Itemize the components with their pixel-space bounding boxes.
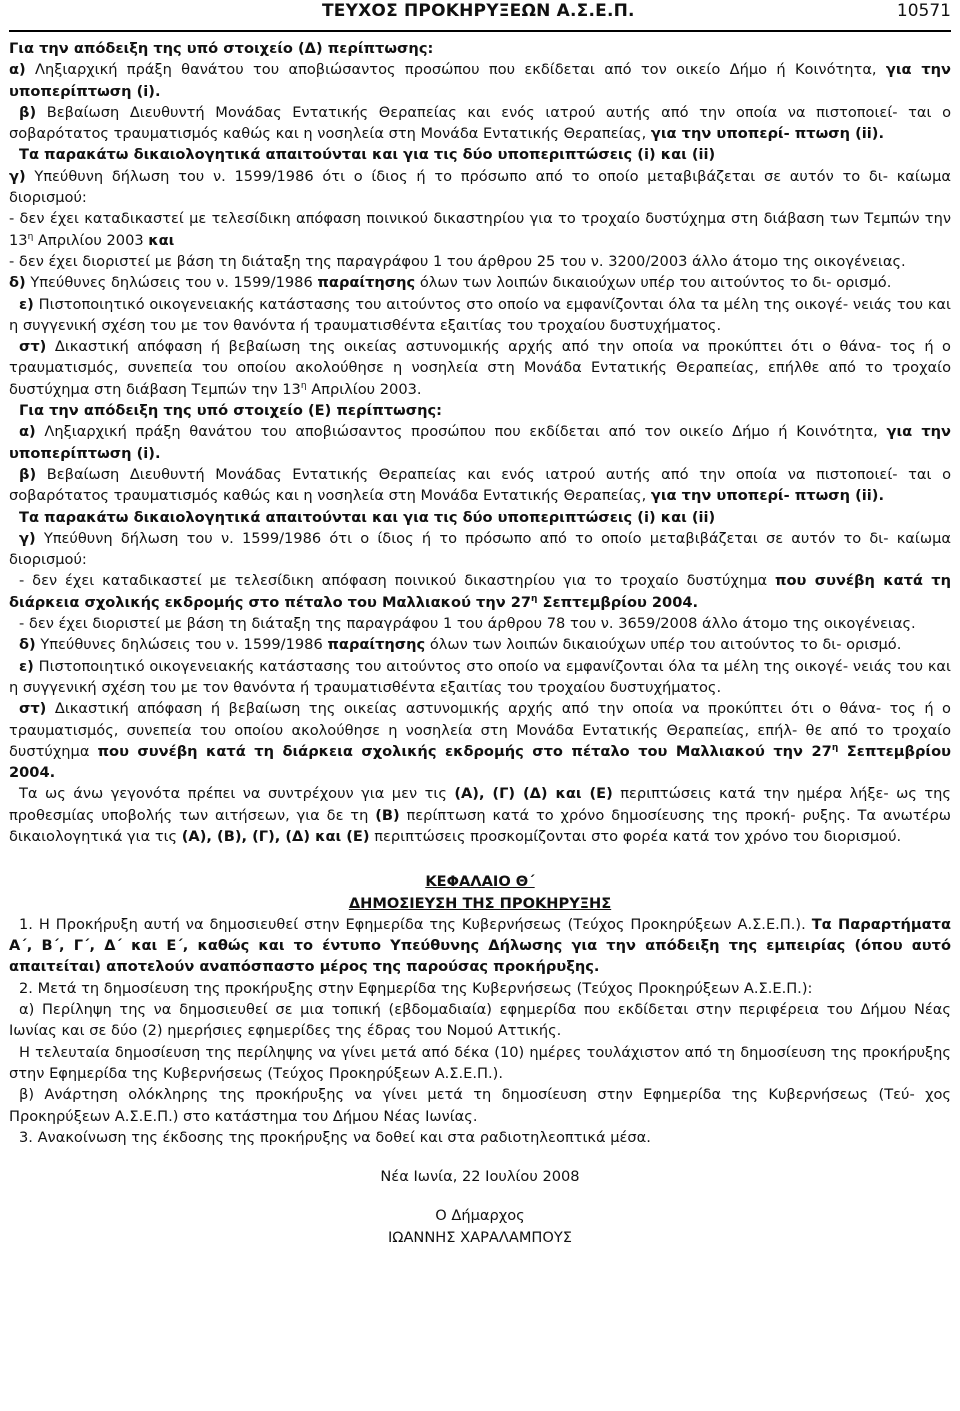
issue-title: ΤΕΥΧΟΣ ΠΡΟΚΗΡΥΞΕΩΝ Α.Σ.Ε.Π.	[322, 1, 635, 21]
spacer	[9, 1187, 951, 1205]
e-item-c-dash1: - δεν έχει καταδικαστεί με τελεσίδικη απόφαση ποινικού δικαστηρίου για το τροχαίο δυστύχημα που συνέβη κατά τη διάρκεια σχολικής εκδρομής στο πέταλο του Μαλλιακού την $27^\eta$ Σεπτεμβρίου 2004.	[9, 572, 951, 611]
e-both-heading: Τα παρακάτω δικαιολογητικά απαιτούνται και για τις δύο υποπεριπτώσεις (i) και (ii)	[19, 508, 716, 526]
e-item-d: δ) Υπεύθυνες δηλώσεις του ν. 1599/1986 παραίτησης όλων των λοιπών δικαιούχων υπέρ του αιτούντος το δι- ορισμό.	[19, 636, 902, 654]
d-item-c-dash1: - δεν έχει καταδικαστεί με τελεσίδικη απόφαση ποινικού δικαστηρίου για το τροχαίο δυστύχημα στη διάβαση των Τεμπών την $13^\eta$ Απριλίου 2003 και	[9, 210, 951, 249]
chapter-subtitle: ΔΗΜΟΣΙΕΥΣΗ ΤΗΣ ΠΡΟΚΗΡΥΞΗΣ	[348, 894, 612, 912]
publication-item-2a: α) Περίληψη της να δημοσιευθεί σε μια τοπική (εβδομαδιαία) εφημερίδα που εκδίδεται στην περιφέρεια του Δήμου Νέας Ιωνίας και σε δύο (2) ημερήσιες εφημερίδες της έδρας του Νομού Αττικής.	[9, 1001, 951, 1040]
d-item-c-dash2: - δεν έχει διοριστεί με βάση τη διάταξη της παραγράφου 1 του άρθρου 25 του ν. 3200/2003 άλλο άτομο της οικογένειας.	[9, 252, 906, 270]
publication-item-2b: β) Ανάρτηση ολόκληρης της προκήρυξης να γίνει μετά τη δημοσίευση στην Εφημερίδα της Κυβερνήσεως (Τεύ- χος Προκηρύξεων Α.Σ.Ε.Π.) στο κατάστημα του Δήμου Νέας Ιωνίας.	[9, 1086, 951, 1125]
publication-item-2: 2. Μετά τη δημοσίευση της προκήρυξης στην Εφημερίδα της Κυβερνήσεως (Τεύχος Προκηρύξεων Α.Σ.Ε.Π.):	[19, 979, 813, 997]
section-d-heading: Για την απόδειξη της υπό στοιχείο (Δ) περίπτωσης:	[9, 40, 434, 57]
signature-place-date: Νέα Ιωνία, 22 Ιουλίου 2008	[380, 1168, 580, 1186]
e-item-c: γ) Υπεύθυνη δήλωση του ν. 1599/1986 ότι ο ίδιος ή το πρόσωπο από το οποίο μεταβιβάζεται σε αυτόν το δι- καίωμα διορισμού:	[9, 529, 951, 569]
d-item-c: γ) Υπεύθυνη δήλωση του ν. 1599/1986 ότι ο ίδιος ή το πρόσωπο από το οποίο μεταβιβάζεται σε αυτόν το δι- καίωμα διορισμού:	[9, 167, 951, 207]
d-item-d: δ) Υπεύθυνες δηλώσεις του ν. 1599/1986 παραίτησης όλων των λοιπών δικαιούχων υπέρ του αιτούντος το δι- ορισμό.	[9, 274, 892, 292]
publication-item-3: 3. Ανακοίνωση της έκδοσης της προκήρυξης να δοθεί και στα ραδιοτηλεοπτικά μέσα.	[19, 1128, 651, 1146]
spacer	[9, 847, 951, 871]
e-item-b: β) Βεβαίωση Διευθυντή Μονάδας Εντατικής Θεραπείας και ενός ιατρού αυτής από την οποία να πιστοποιεί- ται ο σοβαρότατος τραυματισμός καθώς και η νοσηλεία στη Μονάδα Εντατικής Θεραπείας, για την υποπερί- πτωση (ii).	[9, 465, 951, 505]
signature-role: Ο Δήμαρχος	[435, 1207, 525, 1225]
e-item-e: ε) Πιστοποιητικό οικογενειακής κατάστασης του αιτούντος στο οποίο να εμφανίζονται όλα τα μέλη της οικογέ- νειάς του και η συγγενική σχέση του με τον θανόντα ή τραυματισθέντα εξαιτίας του τροχαίου δυστυχήματος.	[9, 657, 951, 696]
page-header	[9, 0, 951, 32]
e-item-st: στ) Δικαστική απόφαση ή βεβαίωση της οικείας αστυνομικής αρχής από την οποία να προκύπτει ότι ο θάνα- τος ή ο τραυματισμός, συνεπεία του οποίου ακολούθησε η νοσηλεία στη Μονάδα Εντατικής Θεραπείας, επήλ- θε από το τροχαίο δυστύχημα που συνέβη κατά τη διάρκεια σχολικής εκδρομής στο πέταλο του Μαλλιακού την $27^\eta$ Σεπτεμβρίου 2004.	[9, 700, 952, 782]
d-item-b: β) Βεβαίωση Διευθυντή Μονάδας Εντατικής Θεραπείας και ενός ιατρού αυτής από την οποία να πιστοποιεί- ται ο σοβαρότατος τραυματισμός καθώς και η νοσηλεία στη Μονάδα Εντατικής Θεραπείας, για την υποπερί- πτωση (ii).	[9, 103, 951, 143]
document-body	[9, 38, 951, 1248]
publication-item-2a-note: Η τελευταία δημοσίευση της περίληψης να γίνει μετά από δέκα (10) ημέρες τουλάχιστον από τη δημοσίευση της προκήρυξης στην Εφημερίδα της Κυβερνήσεως (Τεύχος Προκηρύξεων Α.Σ.Ε.Π.).	[9, 1043, 951, 1082]
d-item-e: ε) Πιστοποιητικό οικογενειακής κατάστασης του αιτούντος στο οποίο να εμφανίζονται όλα τα μέλη της οικογέ- νειάς του και η συγγενική σχέση του με τον θανόντα ή τραυματισθέντα εξαιτίας του τροχαίου δυστυχήματος.	[9, 295, 951, 334]
e-item-a: α) Ληξιαρχική πράξη θανάτου του αποβιώσαντος προσώπου που εκδίδεται από τον οικείο Δήμο ή Κοινότητα, για την υποπερίπτωση (i).	[9, 423, 951, 462]
d-item-a: α) Ληξιαρχική πράξη θανάτου του αποβιώσαντος προσώπου που εκδίδεται από τον οικείο Δήμο ή Κοινότητα, για την υποπερίπτωση (i).	[9, 61, 951, 100]
publication-item-1: 1. Η Προκήρυξη αυτή να δημοσιευθεί στην Εφημερίδα της Κυβερνήσεως (Τεύχος Προκηρύξεων Α.Σ.Ε.Π.). Τα Παραρτήματα Α΄, Β΄, Γ΄, Δ΄ και Ε΄, καθώς και το έντυπο Υπεύθυνης Δήλωσης για την απόδειξη της εμπειρίας (όπου αυτό απαιτείται) αποτελούν αναπόσπαστο μέρος της παρούσας προκήρυξης.	[9, 915, 951, 976]
signature-name: ΙΩΑΝΝΗΣ ΧΑΡΑΛΑΜΠΟΥΣ	[387, 1228, 573, 1246]
closing-paragraph: Τα ως άνω γεγονότα πρέπει να συντρέχουν για μεν τις (Α), (Γ) (Δ) και (Ε) περιπτώσεις κατά την ημέρα λήξε- ως της προθεσμίας υποβολής των αιτήσεων, για δε τη (Β) περίπτωση κατά το χρόνο δημοσίευσης της προκή- ρυξης. Τα ανωτέρω δικαιολογητικά για τις (Α), (Β), (Γ), (Δ) και (Ε) περιπτώσεις προσκομίζονται στο φορέα κατά τον χρόνο του διορισμού.	[9, 785, 952, 845]
section-e-heading: Για την απόδειξη της υπό στοιχείο (Ε) περίπτωσης:	[19, 402, 442, 420]
chapter-title: ΚΕΦΑΛΑΙΟ Θ΄	[425, 873, 535, 891]
page-number: 10571	[896, 1, 951, 21]
spacer	[9, 1148, 951, 1166]
d-both-heading: Τα παρακάτω δικαιολογητικά απαιτούνται και για τις δύο υποπεριπτώσεις (i) και (ii)	[19, 146, 716, 164]
d-item-st: στ) Δικαστική απόφαση ή βεβαίωση της οικείας αστυνομικής αρχής από την οποία να προκύπτει ότι ο θάνα- τος ή ο τραυματισμός, συνεπεία του οποίου ακολούθησε η νοσηλεία στη Μονάδα Εντατικής Θεραπείας, επήλθε από το τροχαίο δυστύχημα στη διάβαση Τεμπών την $13^\eta$ Απριλίου 2003.	[9, 338, 951, 398]
e-item-c-dash2: - δεν έχει διοριστεί με βάση τη διάταξη της παραγράφου 1 του άρθρου 78 του ν. 3659/2008 άλλο άτομο της οικογένειας.	[19, 615, 916, 633]
